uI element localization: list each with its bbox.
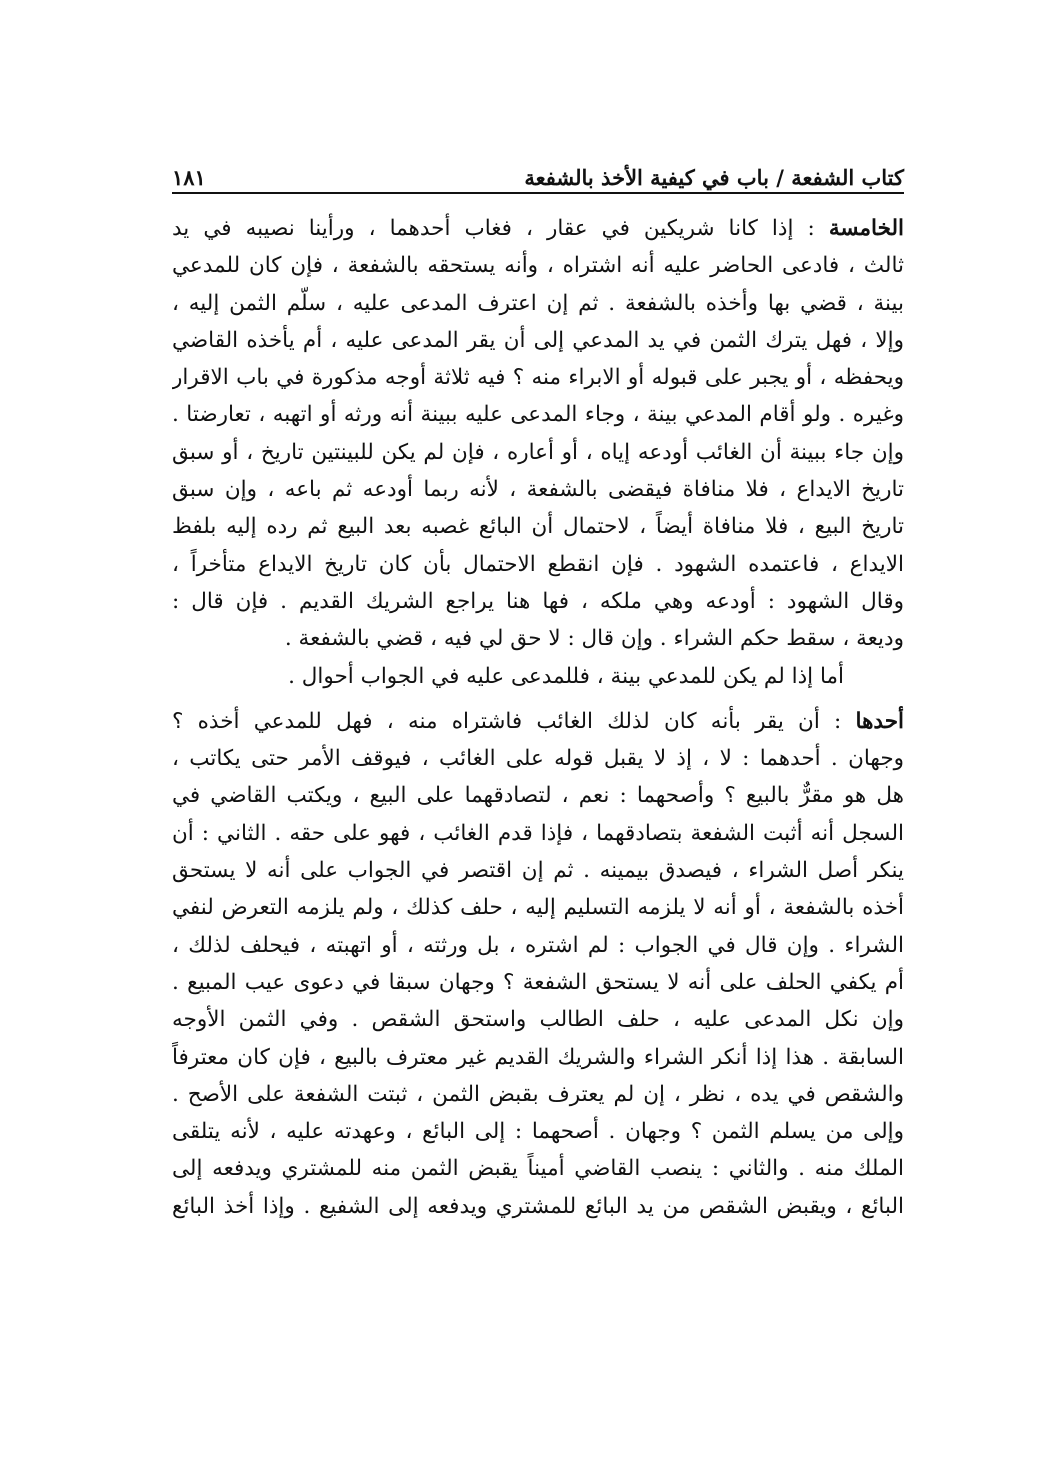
- text-line: وغيره . ولو أقام المدعي بينة ، وجاء المدعى عليه ببينة أنه ورثه أو اتهبه ، تعارضتا .: [172, 402, 904, 428]
- text-line: الشراء . وإن قال في الجواب : لم اشتره ، بل ورثته ، أو اتهبته ، فيحلف لذلك ،: [172, 932, 904, 958]
- header-divider: [172, 192, 904, 194]
- text-line: وإلى من يسلم الثمن ؟ وجهان . أصحهما : إلى البائع ، وعهدته عليه ، لأنه يتلقى: [172, 1119, 904, 1145]
- text-line: [172, 210, 904, 247]
- text-line: وديعة ، سقط حكم الشراء . وإن قال : لا حق لي فيه ، قضي بالشفعة .: [284, 626, 904, 652]
- text-line: الملك منه . والثاني : ينصب القاضي أميناً يقبض الثمن منه للمشتري ويدفعه إلى: [172, 1156, 904, 1182]
- paragraph-lead-word: أحدها: [855, 708, 904, 734]
- text-line: وإن نكل المدعى عليه ، حلف الطالب واستحق الشقص . وفي الثمن الأوجه: [172, 1007, 904, 1033]
- text-line: ويحفظه ، أو يجبر على قبوله أو الابراء منه ؟ فيه ثلاثة أوجه مذكورة في باب الاقرار: [172, 365, 904, 391]
- text-line: وجهان . أحدهما : لا ، إذ لا يقبل قوله على الغائب ، فيوقف الأمر حتى يكاتب ،: [172, 746, 904, 772]
- page-number: ١٨١: [172, 165, 206, 190]
- text-line: وقال الشهود : أودعه وهي ملكه ، فها هنا يراجع الشريك القديم . فإن قال :: [172, 588, 904, 614]
- paragraph-gap: [172, 695, 904, 703]
- paragraph-lead-word: الخامسة: [828, 216, 904, 241]
- text-line: والشقص في يده ، نظر ، إن لم يعترف بقبض الثمن ، ثبتت الشفعة على الأصح .: [172, 1081, 904, 1107]
- text-line: الايداع ، فاعتمده الشهود . فإن انقطع الاحتمال بأن كان تاريخ الايداع متأخراً ،: [172, 551, 904, 577]
- body-text: [172, 210, 904, 1225]
- text-line: وإن جاء ببينة أن الغائب أودعه إياه ، أو أعاره ، فإن لم يكن للبينتين تاريخ ، أو سبق: [172, 439, 904, 465]
- text-line: تاريخ البيع ، فلا منافاة أيضاً ، لاحتمال أن البائع غصبه بعد البيع ثم رده إليه بلفظ: [172, 514, 904, 540]
- text-line: أما إذا لم يكن للمدعي بينة ، فللمدعى عليه في الجواب أحوال .: [288, 663, 844, 689]
- text-line: بينة ، قضي بها وأخذه بالشفعة . ثم إن اعترف المدعى عليه ، سلّم الثمن إليه ،: [172, 290, 904, 316]
- page-header: [172, 150, 904, 190]
- line-text: : أن يقر بأنه كان لذلك الغائب فاشتراه منه ، فهل للمدعي أخذه ؟: [172, 708, 856, 734]
- text-line: البائع ، ويقبض الشقص من يد البائع للمشتري ويدفعه إلى الشفيع . وإذا أخذ البائع: [172, 1193, 904, 1219]
- text-line: [172, 703, 904, 740]
- text-line: أم يكفي الحلف على أنه لا يستحق الشفعة ؟ وجهان سبقا في دعوى عيب المبيع .: [172, 969, 904, 995]
- text-line: ثالث ، فادعى الحاضر عليه أنه اشتراه ، وأنه يستحقه بالشفعة ، فإن كان للمدعي: [172, 253, 904, 279]
- line-text: : إذا كانا شريكين في عقار ، فغاب أحدهما ، ورأينا نصيبه في يد: [172, 216, 829, 241]
- text-line: وإلا ، فهل يترك الثمن في يد المدعي إلى أن يقر المدعى عليه ، أم يأخذه القاضي: [172, 327, 904, 353]
- text-line: السجل أنه أثبت الشفعة بتصادقهما ، فإذا قدم الغائب ، فهو على حقه . الثاني : أن: [172, 820, 904, 846]
- text-line: ينكر أصل الشراء ، فيصدق بيمينه . ثم إن اقتصر في الجواب على أنه لا يستحق: [172, 858, 904, 884]
- text-line: تاريخ الايداع ، فلا منافاة فيقضى بالشفعة ، لأنه ربما أودعه ثم باعه ، وإن سبق: [172, 477, 904, 503]
- text-line: أخذه بالشفعة ، أو أنه لا يلزمه التسليم إليه ، حلف كذلك ، ولم يلزمه التعرض لنفي: [172, 895, 904, 921]
- running-title: كتاب الشفعة / باب في كيفية الأخذ بالشفعة: [524, 165, 904, 190]
- text-line: السابقة . هذا إذا أنكر الشراء والشريك القديم غير معترف بالبيع ، فإن كان معترفاً: [172, 1044, 904, 1070]
- text-line: هل هو مقرٌّ بالبيع ؟ وأصحهما : نعم ، لتصادقهما على البيع ، ويكتب القاضي في: [172, 783, 904, 809]
